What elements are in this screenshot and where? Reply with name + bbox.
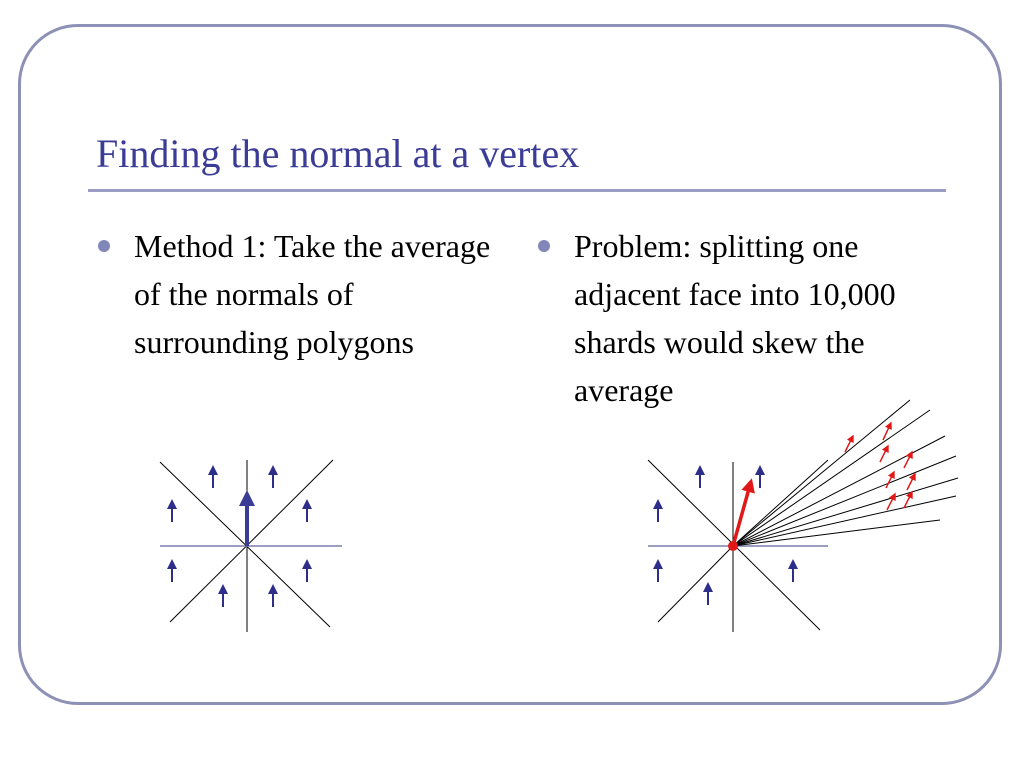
shard-normal-arrow: [886, 474, 893, 488]
vertex-point: [728, 541, 738, 551]
bullet-dot-icon: [98, 240, 110, 252]
averaged-normal-diagram: [150, 452, 350, 637]
bullet-text: Method 1: Take the average of the normals of surrounding polygons: [134, 228, 491, 360]
title-underline: [88, 189, 946, 192]
bullet-problem: [574, 222, 954, 414]
shard-normal-arrow: [880, 448, 887, 462]
shard-normal-arrow: [904, 454, 911, 468]
bullet-dot-icon: [538, 240, 550, 252]
shard-normal-arrows: [845, 425, 914, 510]
skewed-normal-diagram: [640, 390, 970, 640]
shard-normal-arrow: [907, 476, 914, 490]
bullet-text: Problem: splitting one adjacent face into 10,000 shards would skew the average: [574, 228, 896, 408]
shard-normal-arrow: [845, 438, 852, 452]
shard-edges: [733, 400, 958, 546]
slide-title: Finding the normal at a vertex: [96, 131, 580, 176]
skewed-average-normal-arrow: [733, 485, 750, 546]
bullet-method-1: [134, 222, 514, 366]
